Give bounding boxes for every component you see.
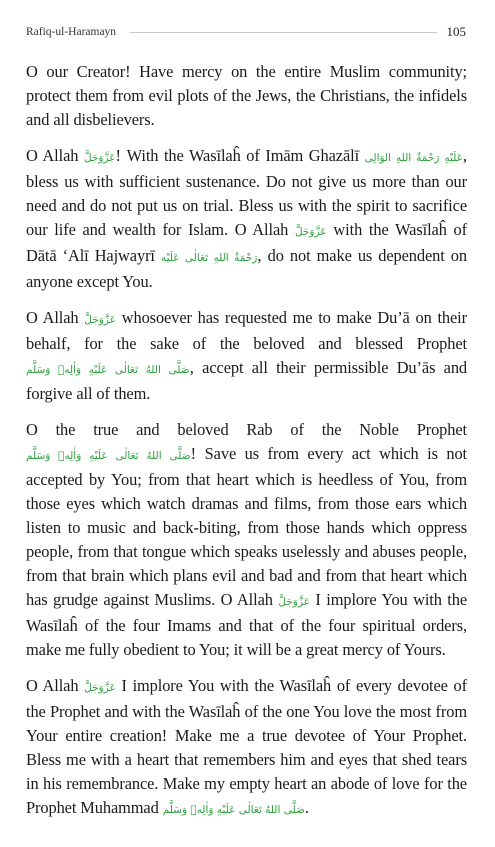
alaihi-rahmah-honorific: عَلَيْهِ رَحْمَةُ اللهِ الوَالِى [364, 152, 463, 164]
text-run: ! With the Wasīlaĥ of Imām Ghazālī [115, 146, 365, 165]
page-header [26, 22, 466, 42]
text-run: O Allah [26, 308, 85, 327]
text-run: I implore You with the Wasīlaĥ of every devotee of the Prophet and with the Wasīlaĥ of the one You love the most from Your entire creation! Make me a true devotee of Your Prophet. Bless me with a heart that remembers him and eyes that shed tears in his remembrance. Make my empty heart an abode of love for the Prophet Muhammad [26, 676, 467, 817]
azza-wa-jal-honorific: عَزَّوَجَلَّ [294, 226, 327, 238]
text-run: . [304, 798, 309, 817]
salawat-honorific: صَلَّى اللهُ تَعَالٰى عَلَيْهِ وَاٰلِهٖ وَسَلَّم [26, 364, 190, 376]
text-run: whosoever has requested me to make Du’ā on their behalf, for the sake of the beloved and blessed Prophet [26, 308, 467, 353]
text-run: with the Wasīlaĥ of Dātā ‘Alī Hajwayrī [26, 220, 467, 265]
rahmatullah-honorific: رَحْمَةُ اللهِ تَعَالٰى عَلَيْه [160, 252, 258, 264]
azza-wa-jal-honorific: عَزَّوَجَلَّ [83, 152, 116, 164]
header-rule [130, 32, 436, 33]
page-number: 105 [446, 24, 466, 39]
text-run: , accept all their permissible Du’ās and forgive all of them. [26, 358, 468, 403]
paragraph-3 [26, 306, 467, 406]
text-run: O Allah [26, 146, 84, 165]
text-run: I implore You with the Wasīlaĥ of the four Imams and that of the four spiritual orders, make me fully obedient to You; it will be a great mercy of Yours. [26, 590, 468, 659]
text-run: , do not make us dependent on anyone except You. [26, 246, 467, 291]
text-run: O Allah [26, 676, 85, 695]
paragraph-4 [26, 418, 467, 662]
running-title: Rafiq-ul-Haramayn [26, 26, 117, 38]
azza-wa-jal-honorific: عَزَّوَجَلَّ [278, 596, 310, 608]
text-run: , bless us with sufficient sustenance. Do not give us more than our need and do not put us on trial. Bless us with the spirit to sacrifice our life and wealth for Islam. O Allah [26, 146, 467, 239]
paragraph-2 [26, 144, 467, 294]
azza-wa-jal-honorific: عَزَّوَجَلَّ [84, 682, 116, 694]
salawat-honorific: صَلَّى اللهُ تَعَالٰى عَلَيْهِ وَاٰلِهٖ وَسَلَّم [26, 450, 191, 462]
salawat-honorific: صَلَّى اللهُ تَعَالٰى عَلَيْهِ وَاٰلِهٖ وَسَلَّم [162, 804, 305, 816]
paragraph-1: O our Creator! Have mercy on the entire Muslim community; protect them from evil plots of the Jews, the Christians, the infidels and all disbelievers. [26, 62, 467, 129]
paragraph-5 [26, 674, 467, 822]
text-run: ! Save us from every act which is not accepted by You; from that heart which is heedless of You, from those eyes which watch dramas and films, from those ears which listen to music and back-biting, from those hands which oppress people, from that tongue which speaks uselessly and abuses people, from that brain which plans evil and bad and from that heart which has grudge against Muslims. O Allah [26, 444, 467, 609]
page-body [26, 60, 467, 834]
text-run: O the true and beloved Rab of the Noble Prophet [26, 420, 467, 439]
azza-wa-jal-honorific: عَزَّوَجَلَّ [84, 314, 116, 326]
